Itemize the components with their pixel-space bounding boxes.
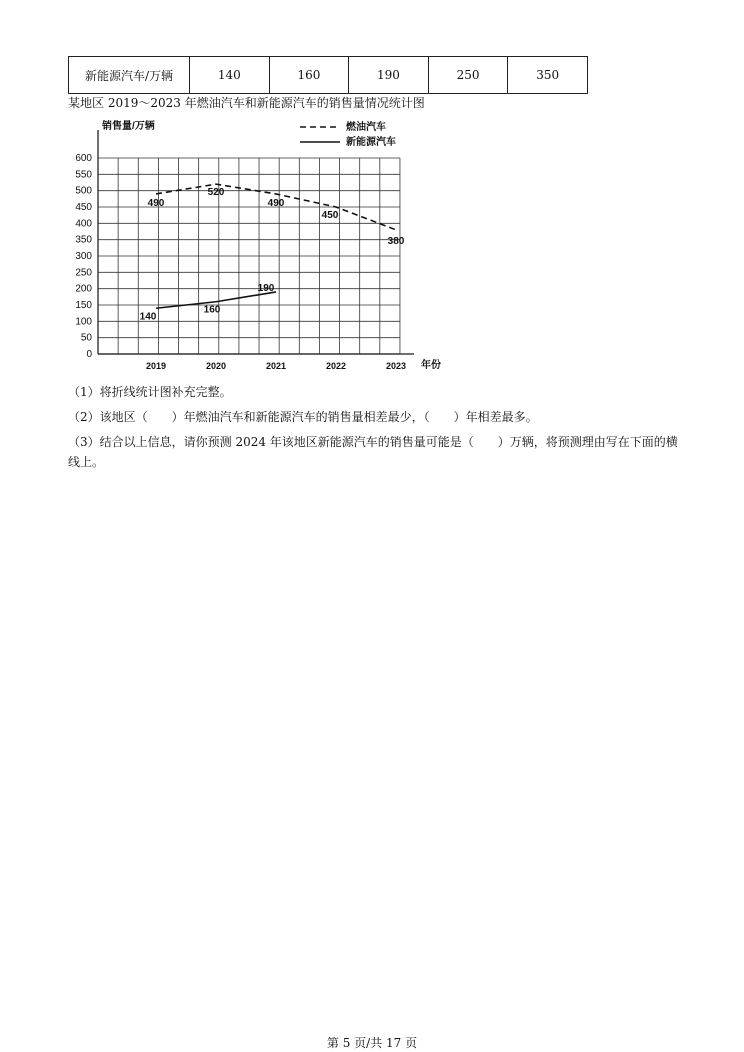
table-cell: 190: [349, 57, 429, 94]
y-tick-label: 100: [75, 316, 92, 328]
page-footer: 第 5 页/共 17 页: [326, 1036, 418, 1050]
data-label: 380: [387, 235, 405, 247]
x-axis-label: 年份: [421, 360, 441, 371]
chart-caption: 某地区 2019～2023 年燃油汽车和新能源汽车的销售量情况统计图: [68, 96, 425, 110]
y-tick-label: 50: [80, 332, 92, 344]
y-tick-label: 400: [75, 218, 92, 230]
x-tick-label: 2022: [325, 361, 347, 371]
x-tick-label: 2019: [145, 361, 167, 371]
data-label: 160: [203, 304, 221, 316]
x-tick-label: 2023: [385, 361, 407, 371]
data-label: 190: [257, 282, 275, 294]
sales-table: [68, 56, 588, 94]
x-tick-label: 2020: [205, 361, 227, 371]
y-tick-label: 150: [75, 300, 92, 311]
y-tick-label: 600: [75, 153, 92, 164]
y-tick-label: 350: [75, 234, 92, 246]
table-cell: 250: [428, 57, 508, 94]
table-row-label: 新能源汽车/万辆: [69, 57, 190, 94]
question-2: （2）该地区（ ）年燃油汽车和新能源汽车的销售量相差最少，（ ）年相差最多。: [68, 410, 538, 424]
y-tick-label: 300: [75, 251, 92, 262]
table-cell: 350: [508, 57, 588, 94]
y-tick-label: 500: [75, 185, 92, 197]
line-chart: [64, 112, 464, 374]
question-1: （1）将折线统计图补充完整。: [68, 385, 232, 399]
y-tick-label: 200: [75, 283, 92, 295]
table-cell: 160: [269, 57, 349, 94]
question-3: （3）结合以上信息，请你预测 2024 年该地区新能源汽车的销售量可能是（ ）万辆，将预测理由写在下面的横线上。: [68, 435, 678, 469]
data-label: 490: [147, 197, 165, 209]
data-label: 520: [207, 187, 225, 199]
y-axis-label: 销售量/万辆: [102, 121, 155, 132]
y-tick-label: 0: [86, 349, 92, 360]
table-cell: 140: [190, 57, 270, 94]
legend-label: 新能源汽车: [346, 137, 396, 148]
data-label: 450: [321, 210, 339, 221]
data-label: 140: [139, 311, 157, 323]
y-tick-label: 450: [75, 202, 92, 213]
x-tick-label: 2021: [265, 361, 287, 371]
table-row: [69, 57, 588, 94]
data-label: 490: [267, 197, 285, 209]
legend-label: 燃油汽车: [346, 122, 386, 133]
y-tick-label: 550: [75, 169, 92, 181]
y-tick-label: 250: [75, 267, 92, 279]
